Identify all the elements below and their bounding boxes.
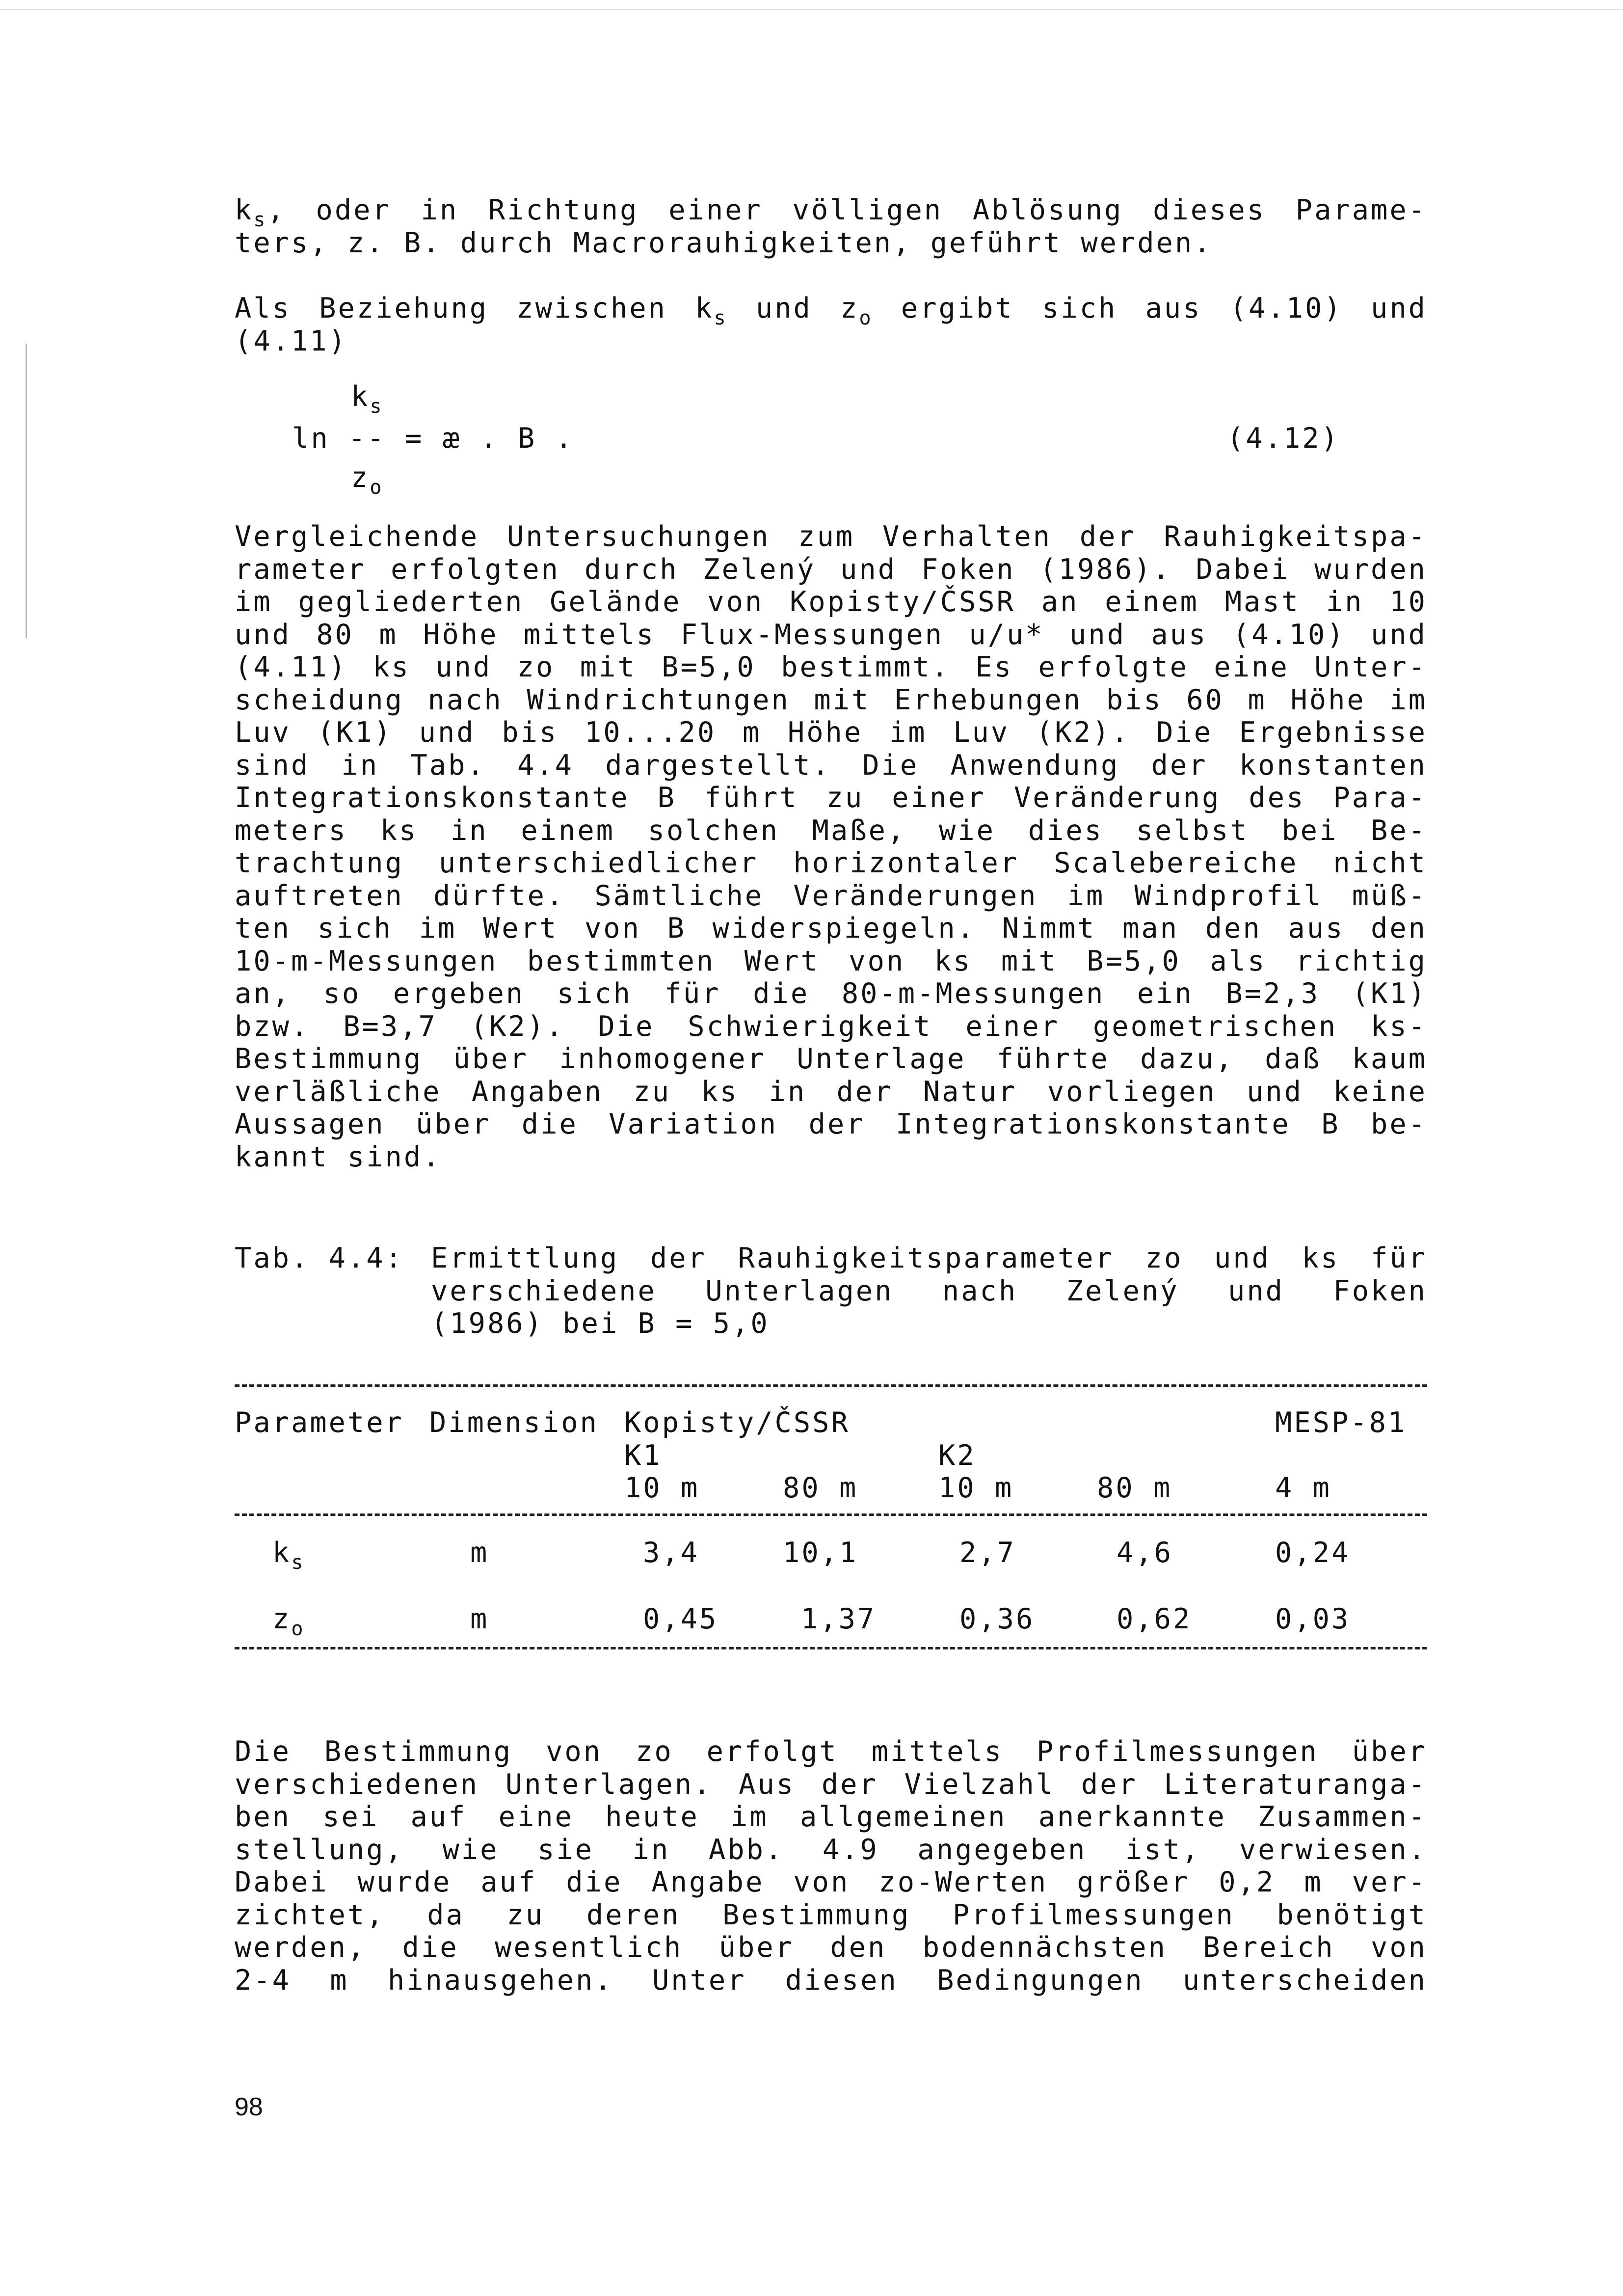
table-header-kopisty: Kopisty/ČSSR	[624, 1406, 850, 1439]
table-row-ks-dim: m	[470, 1537, 489, 1569]
paragraph-3: Vergleichende Untersuchungen zum Verhalten der Rauhigkeitspa- rameter erfolgten durch Zelený und Foken (1986). Dabei wurden im gegliederten Gelände von Kopisty/ČSSR an einem Mast in 10 und 80 m Höhe mittels Flux-Messungen u/u* und aus (4.10) und (4.11) ks und zo mit B=5,0 bestimmt. Es erfolgte eine Unter- scheidung nach Windrichtungen mit Erhebungen bis 60 m Höhe im Luv (K1) und bis 10...20 m Höhe im Luv (K2). Die Ergebnisse sind in Tab. 4.4 dargestellt. Die Anwendung der konstanten Integrationskonstante B führt zu einer Veränderung des Para- meters ks in einem solchen Maße, wie dies selbst bei Be- trachtung unterschiedlicher horizontaler Scalebereiche nicht auftreten dürfte. Sämtliche Veränderungen im Windprofil müß- ten sich im Wert von B widerspiegeln. Nimmt man den aus den 10-m-Messungen bestimmten Wert von ks mit B=5,0 als richtig an, so ergeben sich für die 80-m-Messungen ein B=2,3 (K1) bzw. B=3,7 (K2). Die Schwierigkeit einer geometrischen ks- Bestimmung über inhomogener Unterlage führte dazu, daß kaum verläßliche Angaben zu ks in der Natur vorliegen und keine Aussagen über die Variation der Integrationskonstante B be- kannt sind.	[235, 520, 1427, 1173]
para1-line-2: ters, z. B. durch Macrorauhigkeiten, geführt werden.	[235, 226, 1213, 259]
table-caption-text: Ermittlung der Rauhigkeitsparameter zo und ks für verschiedene Unterlagen nach Zelený und Foken (1986) bei B = 5,0	[431, 1242, 1427, 1340]
table-rule-top	[235, 1384, 1427, 1387]
table-sub-k2: K2	[938, 1439, 976, 1472]
paragraph-1: $k_s$, oder in Richtung einer völligen Ablösung dieses Parame- ters, z. B. durch Macrorauhigkeiten, geführt werden.	[235, 194, 1427, 259]
table-row-ks-v1: 3,4	[643, 1537, 699, 1569]
table-height-1: 10 m	[624, 1472, 700, 1504]
equation-ln: ln	[292, 422, 330, 455]
equation-label: (4.12)	[1227, 422, 1340, 455]
equation-main-line	[292, 422, 574, 455]
table-height-4: 80 m	[1097, 1472, 1172, 1504]
table-row-ks-param: $k_s$	[272, 1537, 305, 1574]
para2-part-1: Als Beziehung zwischen k	[235, 292, 714, 324]
scan-edge-top	[0, 9, 1623, 10]
table-header-dimension: Dimension	[429, 1406, 599, 1439]
table-header-mesp: MESP-81	[1275, 1406, 1407, 1439]
table-height-2: 80 m	[783, 1472, 858, 1504]
table-row-zo-dim: m	[470, 1603, 489, 1635]
table-row-zo-v5: 0,03	[1275, 1603, 1351, 1635]
table-height-5: 4 m	[1275, 1472, 1331, 1504]
para2-part-2: und z	[755, 292, 859, 324]
table-caption-label: Tab. 4.4:	[235, 1242, 404, 1274]
paragraph-2: Als Beziehung zwischen $k_s$ und $z_o$ ergibt sich aus (4.10) und (4.11)	[235, 292, 1427, 357]
table-row-ks-v5: 0,24	[1275, 1537, 1351, 1569]
table-row-zo-v3: 0,36	[959, 1603, 1035, 1635]
equation-fraction-bar: --	[348, 422, 386, 455]
equation-rhs: = æ . B .	[404, 422, 574, 455]
table-row-zo-v1: 0,45	[643, 1603, 718, 1635]
table-height-3: 10 m	[938, 1472, 1014, 1504]
equation-fraction-denominator: $z_o$	[351, 461, 384, 499]
paragraph-4: Die Bestimmung von zo erfolgt mittels Profilmessungen über verschiedenen Unterlagen. Aus der Vielzahl der Literaturanga- ben sei auf eine heute im allgemeinen anerkannte Zusammen- stellung, wie sie in Abb. 4.9 angegeben ist, verwiesen. Dabei wurde auf die Angabe von zo-Werten größer 0,2 m ver- zichtet, da zu deren Bestimmung Profilmessungen benötigt werden, die wesentlich über den bodennächsten Bereich von 2-4 m hinausgehen. Unter diesen Bedingungen unterscheiden	[235, 1735, 1427, 1997]
table-row-zo-v4: 0,62	[1117, 1603, 1192, 1635]
table-row-ks-v3: 2,7	[959, 1537, 1016, 1569]
table-rule-bottom	[235, 1647, 1427, 1649]
para2-part-3: ergibt sich aus (4.10) und	[901, 292, 1427, 324]
table-row-ks-v4: 4,6	[1117, 1537, 1173, 1569]
table-row-zo-v2: 1,37	[801, 1603, 877, 1635]
equation-fraction-numerator: $k_s$	[351, 380, 384, 418]
table-header-parameter: Parameter	[235, 1406, 404, 1439]
para2-line-2: (4.11)	[235, 324, 347, 357]
para1-line-1: oder in Richtung einer völligen Ablösung dieses Parame-	[316, 194, 1427, 226]
table-rule-mid	[235, 1513, 1427, 1516]
page-number: 98	[235, 2093, 263, 2121]
table-row-ks-v2: 10,1	[783, 1537, 858, 1569]
table-row-zo-param: $z_o$	[272, 1603, 305, 1640]
scan-edge-left	[26, 344, 27, 638]
table-sub-k1: K1	[624, 1439, 662, 1472]
